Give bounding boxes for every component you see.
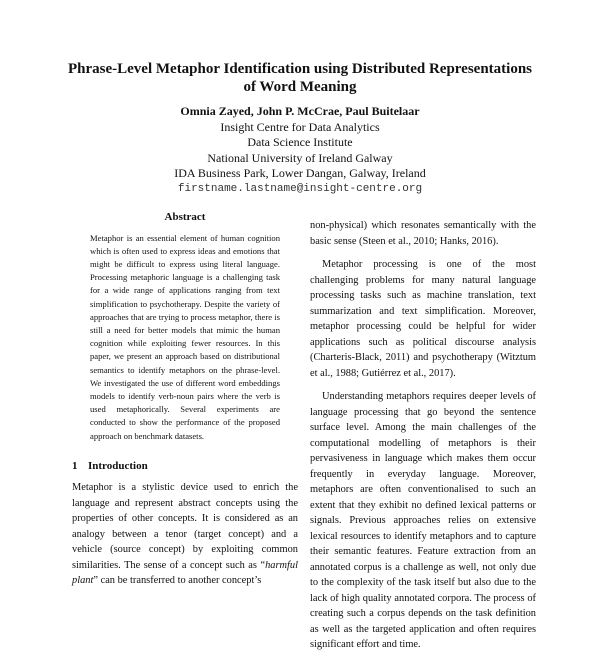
section-title: Introduction xyxy=(88,459,148,472)
section-number: 1 xyxy=(72,459,78,472)
affiliation-line: Insight Centre for Data Analytics xyxy=(220,119,380,134)
author-block xyxy=(60,104,540,197)
intro-text-part-1: Metaphor is a stylistic device used to enrich the language and represent abstract concepts using the properties of other concepts. It is considered as an analogy between a tenor (target concept) and a vehicle (source concept) by exploiting common similarities. The sense of a concept such as “ xyxy=(72,482,298,571)
right-column xyxy=(310,218,536,661)
paper-title-line-2: of Word Meaning xyxy=(243,79,357,95)
intro-emphasis: harmful plant xyxy=(72,559,298,587)
affiliation-line: IDA Business Park, Lower Dangan, Galway, Ireland xyxy=(174,166,426,180)
right-paragraph-3: Understanding metaphors requires deeper levels of language processing that go beyond the sentence surface level. Among the main challenges of the computational modelling of metaphors is their pervasiveness in language which makes them occur frequently in everyday language. Moreover, metaphors are often conventionalised to such an extent that they exhibit no defined lexical patterns or signals. Previous approaches relies on extensive lexical resources to identify metaphors and to capture their semantic features. Feature extraction from an annotated corpus is a challenge as well, not only due to the complexity of the task itself but also due to the lack of high quality annotated corpora. The process of creating such a corpus depends on the task definition as well as the targeted application and often requires significant effort and time. xyxy=(310,391,536,650)
paper-title xyxy=(60,60,540,96)
left-column xyxy=(72,210,298,597)
abstract-heading: Abstract xyxy=(164,211,206,223)
author-names: Omnia Zayed, John P. McCrae, Paul Buitelaar xyxy=(180,104,420,118)
author-email: firstname.lastname@insight-centre.org xyxy=(177,182,423,195)
right-paragraph-1: non-physical) which resonates semantically with the basic sense (Steen et al., 2010; Hanks, 2016). xyxy=(310,220,536,247)
affiliation-line: National University of Ireland Galway xyxy=(207,150,393,165)
introduction-paragraph xyxy=(72,480,298,589)
section-heading-introduction xyxy=(72,459,298,475)
paper-title-line-1: Phrase-Level Metaphor Identification using Distributed Representations xyxy=(67,61,533,77)
right-paragraph-2: Metaphor processing is one of the most challenging problems for many natural language processing tasks such as machine translation, text summarization and text simplification. Moreover, metaphor processing could be helpful for wider applications such as political discourse analysis (Charteris-Black, 2011) and psychotherapy (Witztum et al., 1988; Gutiérrez et al., 2017). xyxy=(310,259,536,379)
affiliation-line: Data Science Institute xyxy=(247,135,353,149)
abstract-body: Metaphor is an essential element of human cognition which is often used to express ideas and emotions that might be difficult to express using literal language. Processing metaphoric language is a challenging task for a wide range of applications ranging from text simplification to psychotherapy. Despite the variety of approaches that are trying to process metaphor, there is still a need for better models that mimic the human cognition while exploiting fewer resources. In this paper, we present an approach based on distributional semantics to identify metaphors on the phrase-level. We investigated the use of different word embeddings models to identify verb-noun pairs where the verb is used metaphorically. Several experiments are conducted to show the performance of the proposed approach on benchmark datasets. xyxy=(90,232,280,441)
intro-text-part-2: ” can be transferred to another concept’s xyxy=(93,575,262,587)
